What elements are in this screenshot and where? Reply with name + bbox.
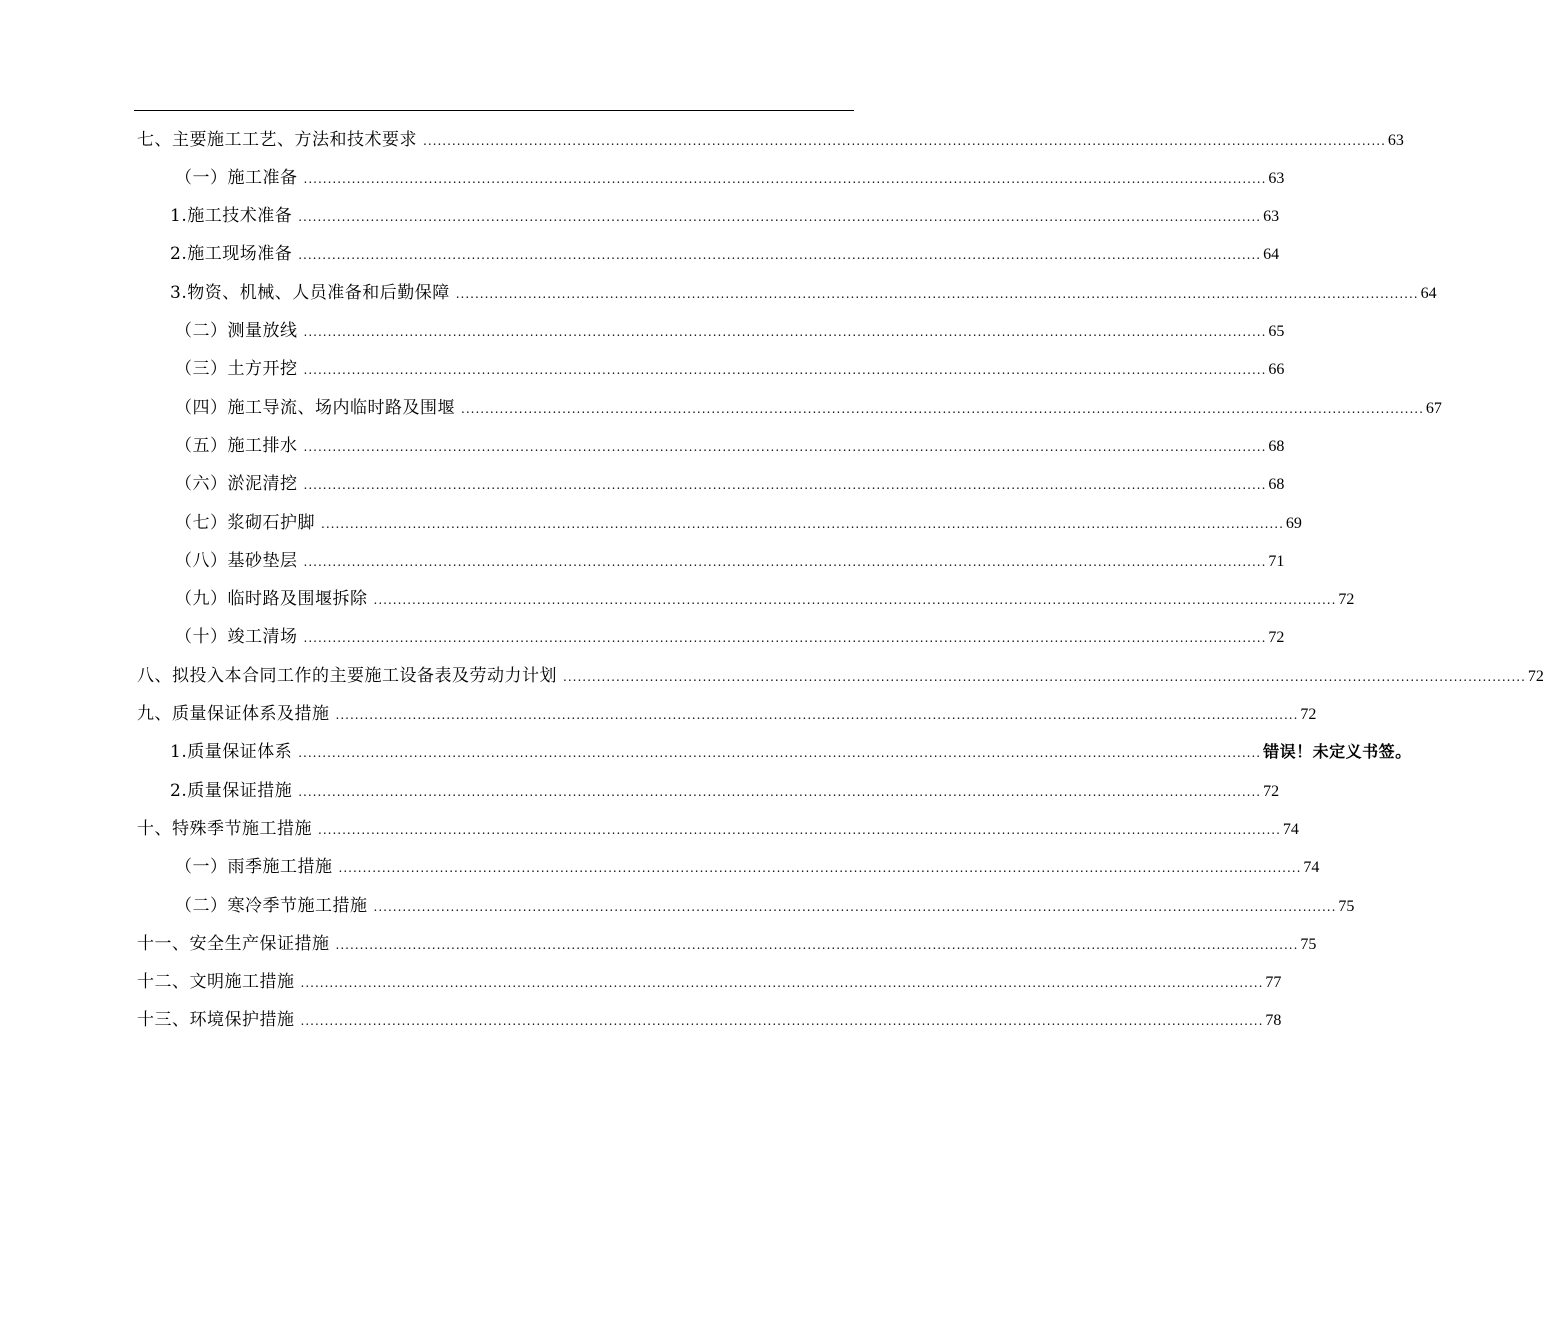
toc-entry-title: 2.质量保证措施: [170, 780, 293, 801]
toc-entry[interactable]: [0, 769, 1280, 807]
toc-leader-dots: ........................................................................................................................................................................................................: [300, 976, 1264, 991]
toc-leader-dots: ........................................................................................................................................................................................................: [373, 593, 1337, 608]
toc-entry[interactable]: [0, 807, 1299, 845]
toc-entry-line: [137, 1005, 1282, 1031]
toc-entry[interactable]: [0, 731, 1412, 769]
toc-entry-line: [175, 316, 1285, 341]
toc-leader-dots: ........................................................................................................................................................................................................: [335, 708, 1299, 722]
toc-entry-line: [175, 354, 1285, 380]
toc-entry-page: 72: [1527, 667, 1544, 685]
toc-entry-page: 74: [1303, 859, 1320, 877]
toc-entry-line: [137, 661, 1544, 686]
toc-entry[interactable]: [0, 195, 1280, 233]
toc-leader-dots: ........................................................................................................................................................................................................: [318, 822, 1281, 837]
toc-entry-line: [175, 584, 1355, 610]
toc-entry[interactable]: [0, 922, 1317, 960]
toc-leader-dots: ........................................................................................................................................................................................................: [321, 516, 1284, 531]
toc-entry[interactable]: [0, 118, 1404, 156]
toc-leader-dots: ........................................................................................................................................................................................................: [298, 248, 1262, 263]
toc-entry-page: 错误！未定义书签。: [1263, 742, 1412, 762]
toc-entry-title: （十）竣工清场: [175, 627, 298, 648]
toc-leader-dots: ........................................................................................................................................................................................................: [303, 363, 1267, 378]
toc-leader-dots: ........................................................................................................................................................................................................: [303, 439, 1267, 454]
toc-entry-page: 75: [1300, 935, 1317, 953]
toc-entry-title: 十、特殊季节施工措施: [137, 818, 312, 839]
toc-entry[interactable]: [0, 424, 1285, 462]
toc-entry-line: [175, 431, 1285, 456]
toc-entry-line: [137, 929, 1317, 954]
toc-entry-title: （一）雨季施工措施: [175, 857, 333, 878]
toc-entry-page: 65: [1268, 323, 1285, 340]
toc-leader-dots: ........................................................................................................................................................................................................: [335, 937, 1299, 952]
toc-entry[interactable]: [0, 386, 1442, 424]
toc-leader-dots: ........................................................................................................................................................................................................: [298, 784, 1262, 799]
toc-entry-page: 66: [1268, 361, 1285, 379]
toc-entry-page: 78: [1265, 1012, 1282, 1030]
toc-leader-dots: ........................................................................................................................................................................................................: [461, 401, 1424, 416]
toc-entry[interactable]: [0, 348, 1285, 386]
toc-entry-page: 64: [1420, 284, 1437, 302]
toc-leader-dots: ........................................................................................................................................................................................................: [300, 1014, 1264, 1029]
toc-entry[interactable]: [0, 616, 1285, 654]
toc-entry-line: [175, 393, 1442, 418]
toc-leader-dots: ........................................................................................................................................................................................................: [563, 669, 1526, 684]
toc-entry-title: 1.质量保证体系: [170, 742, 293, 763]
toc-entry-title: 1.施工技术准备: [170, 206, 293, 227]
toc-entry-line: [170, 278, 1437, 303]
toc-entry-line: [175, 622, 1285, 648]
toc-entry-page: 72: [1338, 591, 1355, 609]
toc-leader-dots: ........................................................................................................................................................................................................: [298, 210, 1262, 225]
toc-entry-title: （三）土方开挖: [175, 359, 298, 380]
toc-entry-page: 63: [1263, 208, 1280, 226]
toc-entry-line: [137, 967, 1282, 993]
toc-leader-dots: ........................................................................................................................................................................................................: [338, 861, 1302, 876]
toc-entry-title: （八）基砂垫层: [175, 550, 298, 571]
toc-entry-line: [170, 239, 1280, 265]
toc-entry-title: （九）临时路及围堰拆除: [175, 589, 368, 610]
toc-entry[interactable]: [0, 271, 1437, 309]
toc-entry-title: （一）施工准备: [175, 167, 298, 188]
toc-entry-title: （五）施工排水: [175, 435, 298, 456]
toc-entry-title: 七、主要施工工艺、方法和技术要求: [137, 129, 417, 150]
toc-entry[interactable]: [0, 961, 1282, 999]
toc-entry-page: 77: [1265, 974, 1282, 992]
toc-entry[interactable]: [0, 654, 1544, 692]
toc-entry-title: 3.物资、机械、人员准备和后勤保障: [170, 282, 450, 303]
toc-leader-dots: ........................................................................................................................................................................................................: [303, 325, 1267, 339]
toc-entry-page: 63: [1387, 131, 1404, 149]
toc-entry-page: 64: [1263, 246, 1280, 264]
toc-entry-title: 十三、环境保护措施: [137, 1010, 295, 1031]
toc-entry-page: 67: [1425, 399, 1442, 417]
toc-entry-title: 九、质量保证体系及措施: [137, 704, 330, 724]
toc-entry-title: 2.施工现场准备: [170, 244, 293, 265]
toc-leader-dots: ........................................................................................................................................................................................................: [423, 133, 1386, 148]
toc-entry[interactable]: [0, 578, 1355, 616]
toc-entry-line: [175, 469, 1285, 495]
toc-entry[interactable]: [0, 310, 1285, 348]
toc-leader-dots: ........................................................................................................................................................................................................: [303, 554, 1267, 569]
toc-entry-page: 68: [1268, 476, 1285, 494]
toc-entry-title: 八、拟投入本合同工作的主要施工设备表及劳动力计划: [137, 665, 557, 686]
toc-entry[interactable]: [0, 999, 1282, 1037]
toc-entry-line: [175, 508, 1302, 533]
toc-leader-dots: ........................................................................................................................................................................................................: [303, 171, 1267, 186]
toc-entry[interactable]: [0, 463, 1285, 501]
toc-entry-page: 74: [1282, 820, 1299, 838]
toc-entry-page: 63: [1268, 169, 1285, 187]
toc-entry[interactable]: [0, 846, 1320, 884]
toc-entry-page: 69: [1285, 514, 1302, 532]
toc-entry-page: 68: [1268, 437, 1285, 455]
toc-entry[interactable]: [0, 693, 1317, 731]
toc-entry-page: 72: [1263, 782, 1280, 800]
header-rule: [134, 110, 854, 111]
toc-leader-dots: ........................................................................................................................................................................................................: [303, 631, 1267, 646]
toc-leader-dots: ........................................................................................................................................................................................................: [373, 899, 1337, 914]
toc-entry[interactable]: [0, 233, 1280, 271]
toc-entry-page: 72: [1300, 706, 1317, 723]
toc-entry-line: [175, 852, 1320, 878]
toc-leader-dots: ........................................................................................................................................................................................................: [455, 286, 1419, 301]
toc-entry-line: [175, 163, 1285, 188]
toc-entry-title: （二）测量放线: [175, 321, 298, 341]
toc-entry[interactable]: [0, 501, 1302, 539]
toc-entry-line: [137, 699, 1317, 724]
toc-entry[interactable]: [0, 884, 1355, 922]
toc-entry-line: [170, 776, 1280, 801]
toc-entry-title: （七）浆砌石护脚: [175, 512, 315, 533]
toc-entry-line: [175, 546, 1285, 571]
toc-entry[interactable]: [0, 539, 1285, 577]
toc-entry-title: 十二、文明施工措施: [137, 972, 295, 993]
toc-entry-title: （四）施工导流、场内临时路及围堰: [175, 397, 455, 418]
toc-entry-page: 71: [1268, 552, 1285, 570]
toc-entry[interactable]: [0, 156, 1285, 194]
toc-leader-dots: ........................................................................................................................................................................................................: [303, 478, 1267, 493]
toc-entry-line: [170, 201, 1280, 227]
toc-entry-title: 十一、安全生产保证措施: [137, 933, 330, 954]
toc-entry-page: 72: [1268, 629, 1285, 647]
toc-entry-line: [170, 737, 1412, 763]
toc-entry-line: [175, 891, 1355, 916]
toc-leader-dots: ........................................................................................................................................................................................................: [298, 746, 1262, 761]
toc-entry-line: [137, 814, 1299, 839]
toc-entry-title: （六）淤泥清挖: [175, 474, 298, 495]
toc-entry-page: 75: [1338, 897, 1355, 915]
toc-entry-title: （二）寒冷季节施工措施: [175, 895, 368, 916]
toc-entry-line: [137, 125, 1404, 150]
